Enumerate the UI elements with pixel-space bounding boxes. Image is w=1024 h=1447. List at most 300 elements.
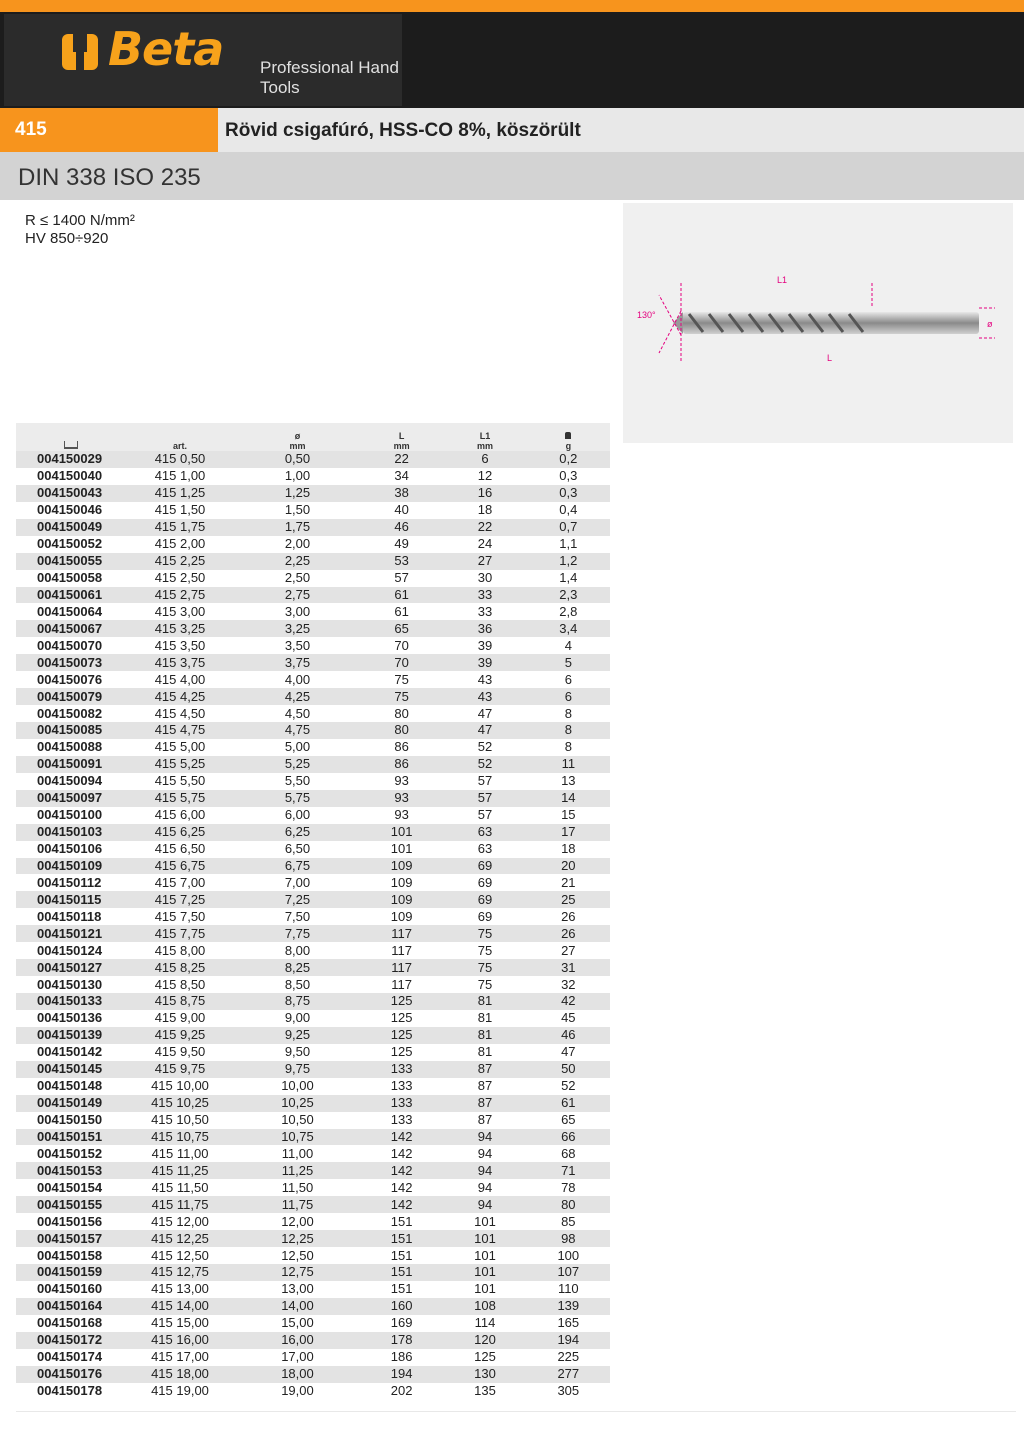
cell-diameter: 10,75 xyxy=(235,1129,360,1146)
cell-length: 93 xyxy=(394,773,409,789)
table-row xyxy=(16,739,610,756)
cell-code: 004150085 xyxy=(16,722,125,739)
cell-weight: 305 xyxy=(557,1383,580,1399)
cell-length: 142 xyxy=(390,1179,413,1195)
cell-art: 415 13,00 xyxy=(151,1281,209,1297)
cell-weight: 26 xyxy=(527,925,610,942)
cell-diameter: 5,75 xyxy=(235,790,360,807)
table-row xyxy=(16,654,610,671)
table-row xyxy=(16,1162,610,1179)
cell-art: 415 0,50 xyxy=(125,451,235,468)
cell-diameter: 4,25 xyxy=(235,688,360,705)
cell-code: 004150150 xyxy=(37,1112,103,1128)
cell-code: 004150155 xyxy=(16,1196,125,1213)
cell-code: 004150176 xyxy=(16,1366,125,1383)
cell-length: 186 xyxy=(390,1349,413,1365)
cell-code: 004150073 xyxy=(16,654,125,671)
cell-diameter: 3,75 xyxy=(235,654,360,671)
cell-art: 415 3,00 xyxy=(154,603,206,619)
cell-art: 415 2,75 xyxy=(125,587,235,604)
cell-diameter: 2,50 xyxy=(284,570,311,586)
table-row xyxy=(16,1095,610,1112)
table-row xyxy=(16,756,610,773)
cell-code: 004150115 xyxy=(16,891,125,908)
cell-weight: 107 xyxy=(527,1264,610,1281)
cell-length: 80 xyxy=(394,705,409,721)
l1-label: L1 xyxy=(777,275,788,285)
cell-code: 004150100 xyxy=(37,807,103,823)
cell-flute-length: 135 xyxy=(474,1383,496,1399)
cell-weight: 61 xyxy=(527,1095,610,1112)
cell-art: 415 10,00 xyxy=(151,1078,209,1094)
cell-diameter: 4,75 xyxy=(235,722,360,739)
cell-diameter: 2,75 xyxy=(235,587,360,604)
cell-diameter: 9,25 xyxy=(235,1027,360,1044)
cell-length: 117 xyxy=(360,925,443,942)
cell-diameter: 13,00 xyxy=(281,1281,314,1297)
product-code: 415 xyxy=(15,119,47,140)
header-length: L mm xyxy=(360,423,443,451)
spec-hardness: HV 850÷920 xyxy=(25,230,109,247)
cell-diameter: 11,75 xyxy=(235,1196,360,1213)
cell-weight: 165 xyxy=(557,1315,580,1331)
brand-tagline: Professional Hand Tools xyxy=(260,58,399,97)
cell-flute-length: 87 xyxy=(443,1095,526,1112)
cell-code: 004150076 xyxy=(37,671,103,687)
cell-code: 004150151 xyxy=(16,1129,125,1146)
cell-weight: 1,2 xyxy=(527,553,610,570)
cell-length: 53 xyxy=(360,553,443,570)
cell-flute-length: 101 xyxy=(443,1264,526,1281)
cell-length: 142 xyxy=(360,1129,443,1146)
table-row xyxy=(16,1230,610,1247)
cell-weight: 3,4 xyxy=(527,620,610,637)
cell-art: 415 8,75 xyxy=(125,993,235,1010)
cell-diameter: 3,25 xyxy=(235,620,360,637)
cell-art: 415 2,50 xyxy=(154,570,206,586)
table-row xyxy=(16,1010,610,1027)
table-row xyxy=(16,925,610,942)
cell-art: 415 11,50 xyxy=(151,1179,209,1195)
cell-weight: 5 xyxy=(527,654,610,671)
cell-art: 415 5,00 xyxy=(154,739,206,755)
header-art: art. xyxy=(125,423,235,451)
cell-art: 415 1,50 xyxy=(154,502,206,518)
product-code-bar xyxy=(0,108,218,152)
cell-flute-length: 39 xyxy=(443,654,526,671)
cell-length: 151 xyxy=(390,1213,413,1229)
table-row xyxy=(16,502,610,519)
standards-text: DIN 338 ISO 235 xyxy=(18,164,201,191)
cell-length: 160 xyxy=(360,1298,443,1315)
cell-diameter: 2,25 xyxy=(235,553,360,570)
cell-flute-length: 81 xyxy=(443,993,526,1010)
cell-code: 004150082 xyxy=(37,705,103,721)
cell-art: 415 11,75 xyxy=(125,1196,235,1213)
cell-code: 004150058 xyxy=(37,570,103,586)
cell-art: 415 8,25 xyxy=(125,959,235,976)
cell-weight: 21 xyxy=(561,874,576,890)
cell-length: 101 xyxy=(390,841,413,857)
cell-weight: 66 xyxy=(527,1129,610,1146)
table-row xyxy=(16,959,610,976)
cell-art: 415 5,25 xyxy=(125,756,235,773)
cell-weight: 98 xyxy=(527,1230,610,1247)
cell-diameter: 5,25 xyxy=(235,756,360,773)
table-row xyxy=(16,553,610,570)
cell-art: 415 12,50 xyxy=(151,1247,209,1263)
cell-art: 415 1,75 xyxy=(125,519,235,536)
cell-code: 004150124 xyxy=(37,942,103,958)
cell-diameter: 7,50 xyxy=(284,908,311,924)
cell-flute-length: 87 xyxy=(443,1061,526,1078)
cell-code: 004150136 xyxy=(37,1010,103,1026)
cell-flute-length: 12 xyxy=(477,468,493,484)
cell-flute-length: 81 xyxy=(443,1027,526,1044)
table-header-row xyxy=(16,423,610,451)
cell-length: 38 xyxy=(360,485,443,502)
cell-diameter: 19,00 xyxy=(281,1383,314,1399)
cell-weight: 1,1 xyxy=(559,536,578,552)
cell-length: 86 xyxy=(394,739,409,755)
brand-name: Beta xyxy=(108,22,224,76)
cell-flute-length: 108 xyxy=(443,1298,526,1315)
cell-code: 004150160 xyxy=(37,1281,103,1297)
standards-bar xyxy=(0,152,1024,200)
cell-diameter: 4,50 xyxy=(284,705,311,721)
cell-length: 61 xyxy=(394,603,409,619)
cell-diameter: 7,25 xyxy=(235,891,360,908)
cell-art: 415 6,75 xyxy=(125,858,235,875)
cell-diameter: 8,00 xyxy=(284,942,311,958)
cell-art: 415 12,00 xyxy=(151,1213,209,1229)
table-row xyxy=(16,451,610,468)
cell-length: 151 xyxy=(390,1281,413,1297)
cell-length: 75 xyxy=(360,688,443,705)
cell-flute-length: 57 xyxy=(443,790,526,807)
cell-code: 004150153 xyxy=(16,1162,125,1179)
cell-flute-length: 24 xyxy=(477,536,493,552)
cell-diameter: 8,75 xyxy=(235,993,360,1010)
table-row xyxy=(16,570,610,587)
table-row xyxy=(16,1247,610,1264)
cell-code: 004150097 xyxy=(16,790,125,807)
cell-weight: 27 xyxy=(561,942,576,958)
table-row xyxy=(16,671,610,688)
cell-diameter: 11,25 xyxy=(235,1162,360,1179)
table-row xyxy=(16,1332,610,1349)
cell-weight: 0,7 xyxy=(527,519,610,536)
cell-flute-length: 120 xyxy=(443,1332,526,1349)
cell-flute-length: 57 xyxy=(477,807,493,823)
table-row xyxy=(16,603,610,620)
cell-length: 75 xyxy=(394,671,409,687)
cell-weight: 13 xyxy=(561,773,576,789)
cell-length: 202 xyxy=(390,1383,413,1399)
cell-weight: 100 xyxy=(557,1247,580,1263)
cell-diameter: 6,00 xyxy=(284,807,311,823)
table-row xyxy=(16,891,610,908)
cell-art: 415 5,75 xyxy=(125,790,235,807)
cell-weight: 68 xyxy=(561,1145,576,1161)
cell-diameter: 3,50 xyxy=(284,637,311,653)
cell-length: 109 xyxy=(360,858,443,875)
brand-logo xyxy=(4,14,402,106)
drill-diagram xyxy=(623,203,1013,443)
cell-art: 415 6,25 xyxy=(125,824,235,841)
cell-code: 004150103 xyxy=(16,824,125,841)
table-row xyxy=(16,1196,610,1213)
cell-weight: 0,3 xyxy=(559,468,578,484)
cell-flute-length: 36 xyxy=(443,620,526,637)
table-row xyxy=(16,1366,610,1383)
cell-art: 415 15,00 xyxy=(151,1315,209,1331)
cell-flute-length: 27 xyxy=(443,553,526,570)
cell-flute-length: 33 xyxy=(477,603,493,619)
cell-weight: 1,4 xyxy=(559,570,578,586)
cell-code: 004150149 xyxy=(16,1095,125,1112)
cell-flute-length: 52 xyxy=(477,739,493,755)
cell-length: 142 xyxy=(360,1162,443,1179)
cell-code: 004150070 xyxy=(37,637,103,653)
cell-diameter: 1,25 xyxy=(235,485,360,502)
cell-flute-length: 125 xyxy=(474,1349,496,1365)
header-diameter: ø mm xyxy=(235,423,360,451)
cell-code: 004150154 xyxy=(37,1179,103,1195)
cell-code: 004150043 xyxy=(16,485,125,502)
product-title-bar xyxy=(218,108,1024,152)
cell-diameter: 7,00 xyxy=(284,874,311,890)
table-row xyxy=(16,1112,610,1129)
cell-art: 415 7,00 xyxy=(154,874,206,890)
table-row xyxy=(16,1383,610,1400)
cell-length: 133 xyxy=(360,1095,443,1112)
cell-length: 125 xyxy=(390,1010,413,1026)
cell-length: 133 xyxy=(390,1078,413,1094)
cell-length: 93 xyxy=(394,807,409,823)
cell-art: 415 4,75 xyxy=(125,722,235,739)
cell-length: 125 xyxy=(360,1027,443,1044)
cell-diameter: 1,50 xyxy=(284,502,311,518)
cell-weight: 71 xyxy=(527,1162,610,1179)
cell-art: 415 8,00 xyxy=(154,942,206,958)
cell-flute-length: 101 xyxy=(474,1281,496,1297)
table-row xyxy=(16,1061,610,1078)
cell-flute-length: 94 xyxy=(477,1145,493,1161)
cell-diameter: 9,75 xyxy=(235,1061,360,1078)
wrench-logo-icon xyxy=(58,30,102,74)
cell-length: 80 xyxy=(360,722,443,739)
cell-weight: 80 xyxy=(527,1196,610,1213)
cell-length: 151 xyxy=(360,1264,443,1281)
cell-art: 415 16,00 xyxy=(125,1332,235,1349)
table-row xyxy=(16,536,610,553)
cell-art: 415 12,25 xyxy=(125,1230,235,1247)
cell-diameter: 11,00 xyxy=(281,1145,314,1161)
cell-art: 415 5,50 xyxy=(154,773,206,789)
cell-code: 004150079 xyxy=(16,688,125,705)
cell-length: 125 xyxy=(360,993,443,1010)
cell-length: 117 xyxy=(360,959,443,976)
cell-length: 22 xyxy=(360,451,443,468)
cell-art: 415 3,25 xyxy=(125,620,235,637)
cell-code: 004150118 xyxy=(37,908,102,924)
cell-length: 151 xyxy=(390,1247,413,1263)
cell-length: 93 xyxy=(360,790,443,807)
cell-weight: 32 xyxy=(561,976,576,992)
cell-weight: 194 xyxy=(527,1332,610,1349)
cell-flute-length: 63 xyxy=(477,841,493,857)
cell-flute-length: 69 xyxy=(443,891,526,908)
cell-diameter: 12,50 xyxy=(281,1247,314,1263)
cell-flute-length: 6 xyxy=(443,451,526,468)
bottom-rule xyxy=(16,1411,1016,1412)
cell-code: 004150112 xyxy=(37,874,102,890)
cell-code: 004150121 xyxy=(16,925,125,942)
cell-flute-length: 69 xyxy=(477,908,493,924)
table-row xyxy=(16,1179,610,1196)
cell-code: 004150127 xyxy=(16,959,125,976)
cell-weight: 45 xyxy=(561,1010,576,1026)
cell-art: 415 4,25 xyxy=(125,688,235,705)
weight-icon xyxy=(565,432,571,439)
cell-art: 415 7,25 xyxy=(125,891,235,908)
cell-code: 004150139 xyxy=(16,1027,125,1044)
header-weight: g xyxy=(527,423,610,451)
cell-length: 142 xyxy=(360,1196,443,1213)
cell-length: 142 xyxy=(390,1145,413,1161)
cell-weight: 31 xyxy=(527,959,610,976)
table-row xyxy=(16,1298,610,1315)
cell-art: 415 18,00 xyxy=(125,1366,235,1383)
cell-diameter: 1,75 xyxy=(235,519,360,536)
table-row xyxy=(16,688,610,705)
cell-diameter: 5,00 xyxy=(284,739,311,755)
table-row xyxy=(16,1027,610,1044)
cell-weight: 6 xyxy=(564,671,572,687)
cell-flute-length: 39 xyxy=(477,637,493,653)
cell-art: 415 6,00 xyxy=(154,807,206,823)
cell-art: 415 2,25 xyxy=(125,553,235,570)
cell-flute-length: 47 xyxy=(443,722,526,739)
cell-art: 415 6,50 xyxy=(154,841,206,857)
cell-flute-length: 114 xyxy=(474,1315,496,1331)
cell-weight: 42 xyxy=(527,993,610,1010)
cell-flute-length: 52 xyxy=(443,756,526,773)
cell-code: 004150049 xyxy=(16,519,125,536)
cell-art: 415 7,75 xyxy=(125,925,235,942)
cell-flute-length: 69 xyxy=(443,858,526,875)
cell-length: 57 xyxy=(394,570,409,586)
cell-length: 34 xyxy=(394,468,409,484)
cell-weight: 18 xyxy=(561,841,576,857)
header-flute-length: L1 mm xyxy=(443,423,526,451)
cell-flute-length: 22 xyxy=(443,519,526,536)
cell-length: 125 xyxy=(390,1044,413,1060)
cell-weight: 46 xyxy=(527,1027,610,1044)
cell-diameter: 15,00 xyxy=(281,1315,314,1331)
cell-code: 004150091 xyxy=(16,756,125,773)
cell-weight: 78 xyxy=(561,1179,576,1195)
table-row xyxy=(16,1078,610,1095)
l-label: L xyxy=(827,353,833,363)
table-row xyxy=(16,993,610,1010)
cell-flute-length: 101 xyxy=(474,1213,496,1229)
cell-flute-length: 130 xyxy=(443,1366,526,1383)
cell-code: 004150145 xyxy=(16,1061,125,1078)
cell-flute-length: 75 xyxy=(443,925,526,942)
cell-length: 117 xyxy=(391,976,412,992)
cell-length: 133 xyxy=(360,1061,443,1078)
cell-flute-length: 33 xyxy=(443,587,526,604)
cell-art: 415 19,00 xyxy=(151,1383,209,1399)
cell-flute-length: 94 xyxy=(443,1129,526,1146)
table-row xyxy=(16,587,610,604)
cell-art: 415 17,00 xyxy=(151,1349,209,1365)
diameter-label: ø xyxy=(987,319,993,329)
cell-flute-length: 47 xyxy=(477,705,493,721)
cell-code: 004150178 xyxy=(37,1383,103,1399)
cell-weight: 2,8 xyxy=(559,603,578,619)
cell-code: 004150157 xyxy=(16,1230,125,1247)
table-row xyxy=(16,1349,610,1366)
cell-length: 178 xyxy=(360,1332,443,1349)
table-row xyxy=(16,1315,610,1332)
cell-diameter: 9,50 xyxy=(284,1044,311,1060)
cell-code: 004150052 xyxy=(37,536,103,552)
cell-code: 004150156 xyxy=(37,1213,103,1229)
cell-flute-length: 81 xyxy=(477,1044,493,1060)
cell-diameter: 6,75 xyxy=(235,858,360,875)
cell-length: 40 xyxy=(394,502,409,518)
cell-diameter: 9,00 xyxy=(284,1010,311,1026)
table-row xyxy=(16,858,610,875)
barcode-icon xyxy=(64,441,78,449)
cell-diameter: 17,00 xyxy=(281,1349,314,1365)
cell-code: 004150055 xyxy=(16,553,125,570)
cell-diameter: 10,00 xyxy=(281,1078,314,1094)
cell-code: 004150164 xyxy=(16,1298,125,1315)
table-row xyxy=(16,790,610,807)
cell-diameter: 10,50 xyxy=(281,1112,314,1128)
table-row xyxy=(16,519,610,536)
cell-art: 415 10,25 xyxy=(125,1095,235,1112)
cell-art: 415 10,75 xyxy=(125,1129,235,1146)
cell-code: 004150174 xyxy=(37,1349,103,1365)
product-table xyxy=(16,423,610,1400)
cell-weight: 0,2 xyxy=(527,451,610,468)
cell-code: 004150158 xyxy=(37,1247,103,1263)
cell-art: 415 2,00 xyxy=(154,536,206,552)
cell-code: 004150106 xyxy=(37,841,103,857)
cell-length: 70 xyxy=(360,654,443,671)
cell-length: 46 xyxy=(360,519,443,536)
spec-strength: R ≤ 1400 N/mm² xyxy=(25,212,135,229)
cell-art: 415 7,50 xyxy=(154,908,206,924)
cell-diameter: 0,50 xyxy=(235,451,360,468)
cell-diameter: 2,00 xyxy=(284,536,311,552)
cell-code: 004150133 xyxy=(16,993,125,1010)
table-row xyxy=(16,722,610,739)
angle-label: 130° xyxy=(637,310,656,320)
cell-art: 415 11,00 xyxy=(151,1145,209,1161)
cell-weight: 11 xyxy=(527,756,610,773)
cell-code: 004150040 xyxy=(37,468,103,484)
cell-weight: 25 xyxy=(527,891,610,908)
cell-diameter: 8,50 xyxy=(284,976,311,992)
cell-art: 415 8,50 xyxy=(154,976,206,992)
cell-weight: 0,3 xyxy=(527,485,610,502)
